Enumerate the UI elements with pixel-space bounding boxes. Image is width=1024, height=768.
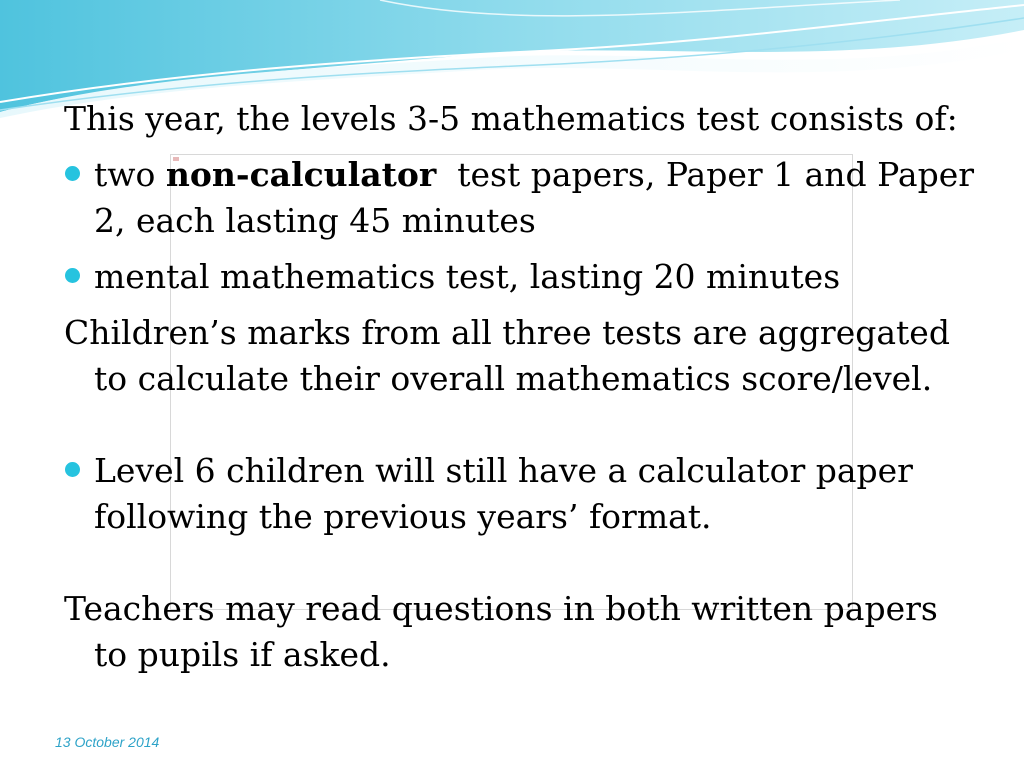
aggregation-text: Children’s marks from all three tests are aggregated to calculate their overall mathematics score/level.: [64, 313, 950, 398]
bullet-suffix: test papers, Paper 1 and Paper 2, each lasting 45 minutes: [94, 155, 985, 240]
bullet-bold-term: non-calculator: [165, 155, 437, 194]
bullet-level-6: [64, 448, 974, 540]
bullet-icon: [65, 462, 80, 477]
slide-date: 13 October 2014: [55, 734, 160, 750]
bullet-non-calculator: [64, 152, 985, 244]
bullet-text: mental mathematics test, lasting 20 minutes: [94, 257, 841, 296]
bullet-text: Level 6 children will still have a calculator paper following the previous years’ format.: [94, 451, 913, 536]
bullet-mental-test: [64, 254, 974, 300]
bullet-icon: [65, 268, 80, 283]
bullet-prefix: two: [94, 155, 166, 194]
slide-body: [64, 96, 985, 678]
intro-text: This year, the levels 3-5 mathematics test consists of:: [64, 99, 958, 138]
teachers-text: Teachers may read questions in both written papers to pupils if asked.: [64, 589, 938, 674]
bullet-icon: [65, 166, 80, 181]
